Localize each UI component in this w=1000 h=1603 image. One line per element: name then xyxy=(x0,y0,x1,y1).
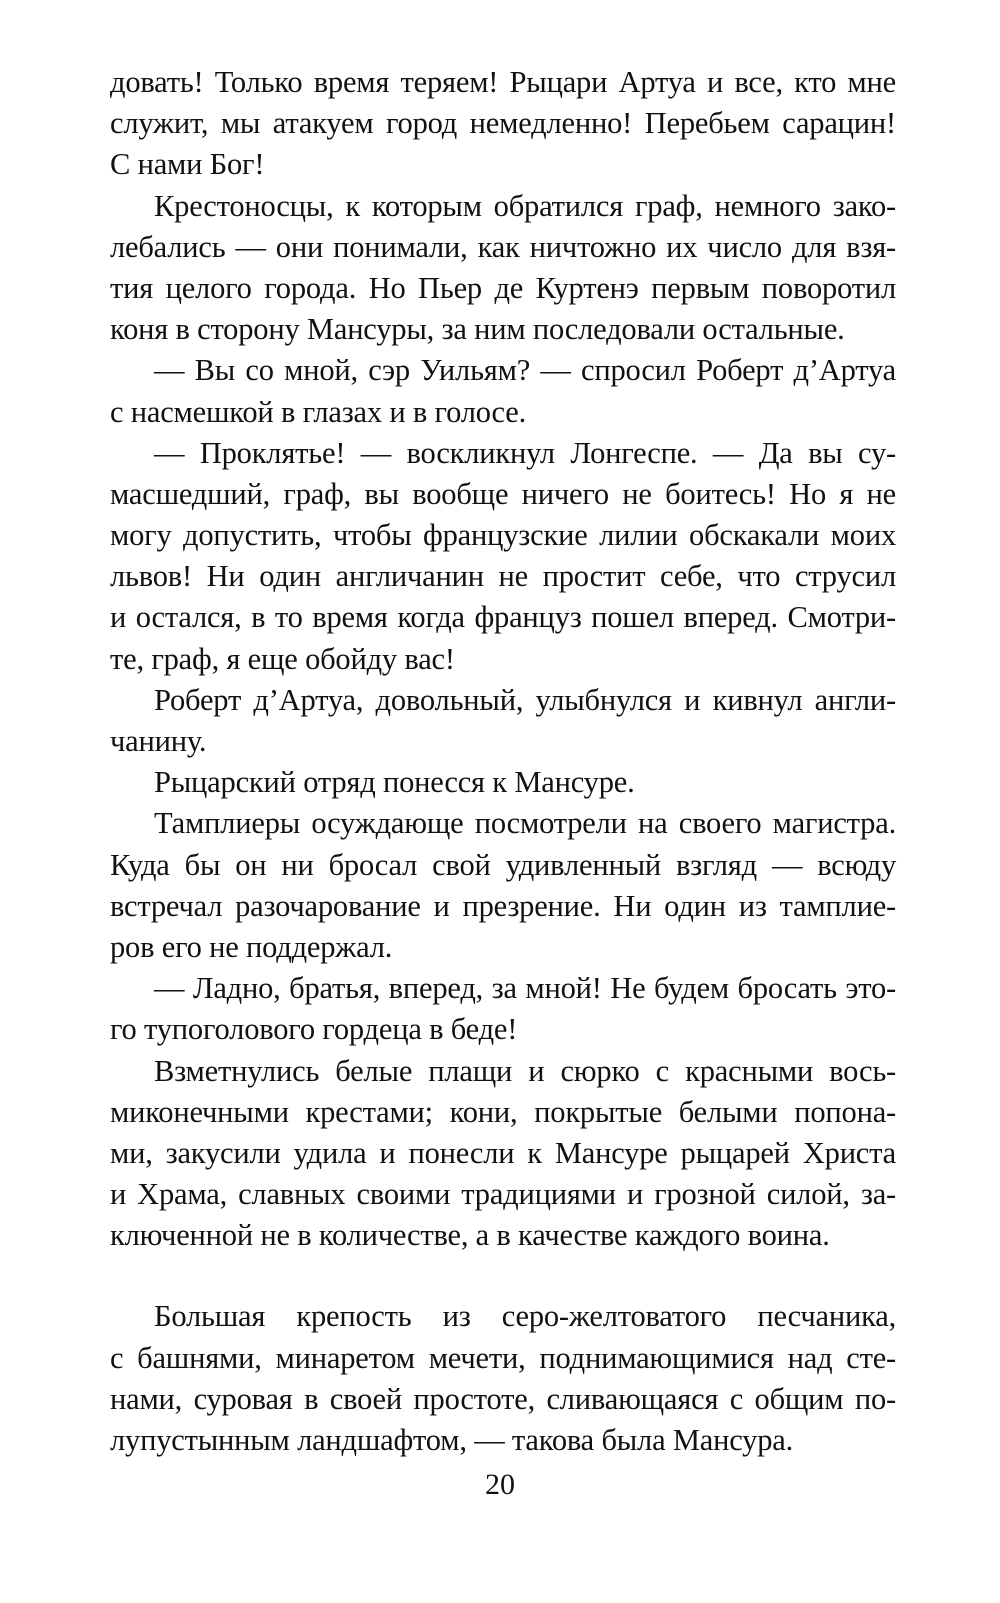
text-line: коня в сторону Мансуры, за ним последовали остальные. xyxy=(110,312,845,347)
text-line: те, граф, я еще обойду вас! xyxy=(110,641,455,676)
text-line: с башнями, минаретом мечети, поднимающимися над сте- xyxy=(110,1340,896,1375)
paragraph xyxy=(110,1296,896,1461)
text-line: довать! Только время теряем! Рыцари Артуа и все, кто мне xyxy=(110,65,896,99)
paragraph xyxy=(110,762,896,803)
text-line: нами, суровая в своей простоте, сливающаяся с общим по- xyxy=(110,1381,896,1416)
text-line: ми, закусили удила и понесли к Мансуре рыцарей Христа xyxy=(110,1135,896,1170)
book-page-text xyxy=(110,62,896,1461)
section-break xyxy=(110,1256,896,1296)
text-line: могу допустить, чтобы французские лилии обскакали моих xyxy=(110,518,896,553)
text-line: ров его не поддержал. xyxy=(110,929,393,964)
text-line: Рыцарский отряд понесся к Мансуре. xyxy=(154,765,635,800)
text-line: Крестоносцы, к которым обратился граф, немного зако- xyxy=(154,188,896,223)
paragraph xyxy=(110,968,896,1050)
text-line: лебались — они понимали, как ничтожно их число для взя- xyxy=(110,229,896,264)
paragraph xyxy=(110,680,896,762)
text-line: — Проклятье! — воскликнул Лонгеспе. — Да вы су- xyxy=(154,435,896,470)
text-line: Большая крепость из серо-желтоватого песчаника, xyxy=(154,1299,896,1334)
text-line: С нами Бог! xyxy=(110,147,265,182)
paragraph xyxy=(110,62,896,186)
page-number: 20 xyxy=(485,1468,515,1501)
text-line: тия целого города. Но Пьер де Куртенэ первым поворотил xyxy=(110,270,896,305)
text-line: львов! Ни один англичанин не простит себе, что струсил xyxy=(110,559,896,594)
text-line: чанину. xyxy=(110,724,207,758)
paragraph xyxy=(110,350,896,432)
text-line: и остался, в то время когда француз пошел вперед. Смотри- xyxy=(110,600,896,635)
text-line: Тамплиеры осуждающе посмотрели на своего магистра. xyxy=(154,806,896,841)
text-line: Роберт д’Артуа, довольный, улыбнулся и кивнул англи- xyxy=(154,682,896,717)
text-line: миконечными крестами; кони, покрытые белыми попона- xyxy=(110,1094,896,1129)
text-line: служит, мы атакуем город немедленно! Перебьем сарацин! xyxy=(110,106,896,141)
text-line: Взметнулись белые плащи и сюрко с красными вось- xyxy=(154,1053,896,1088)
text-line: с насмешкой в глазах и в голосе. xyxy=(110,394,527,429)
text-line: встречал разочарование и презрение. Ни один из тамплие- xyxy=(110,888,896,923)
text-line: го тупоголового гордеца в беде! xyxy=(110,1012,518,1047)
text-line: ключенной не в количестве, а в качестве каждого воина. xyxy=(110,1218,830,1253)
paragraph xyxy=(110,433,896,680)
text-line: масшедший, граф, вы вообще ничего не боитесь! Но я не xyxy=(110,476,896,511)
text-line: лупустынным ландшафтом, — такова была Мансура. xyxy=(110,1423,794,1457)
text-line: и Храма, славных своими традициями и грозной силой, за- xyxy=(110,1177,896,1212)
paragraph xyxy=(110,803,896,968)
paragraph xyxy=(110,1051,896,1257)
text-line: Куда бы он ни бросал свой удивленный взгляд — всюду xyxy=(110,847,896,882)
text-line: — Ладно, братья, вперед, за мной! Не будем бросать это- xyxy=(154,971,896,1006)
text-line: — Вы со мной, сэр Уильям? — спросил Роберт д’Артуа xyxy=(154,353,896,388)
paragraph xyxy=(110,186,896,351)
